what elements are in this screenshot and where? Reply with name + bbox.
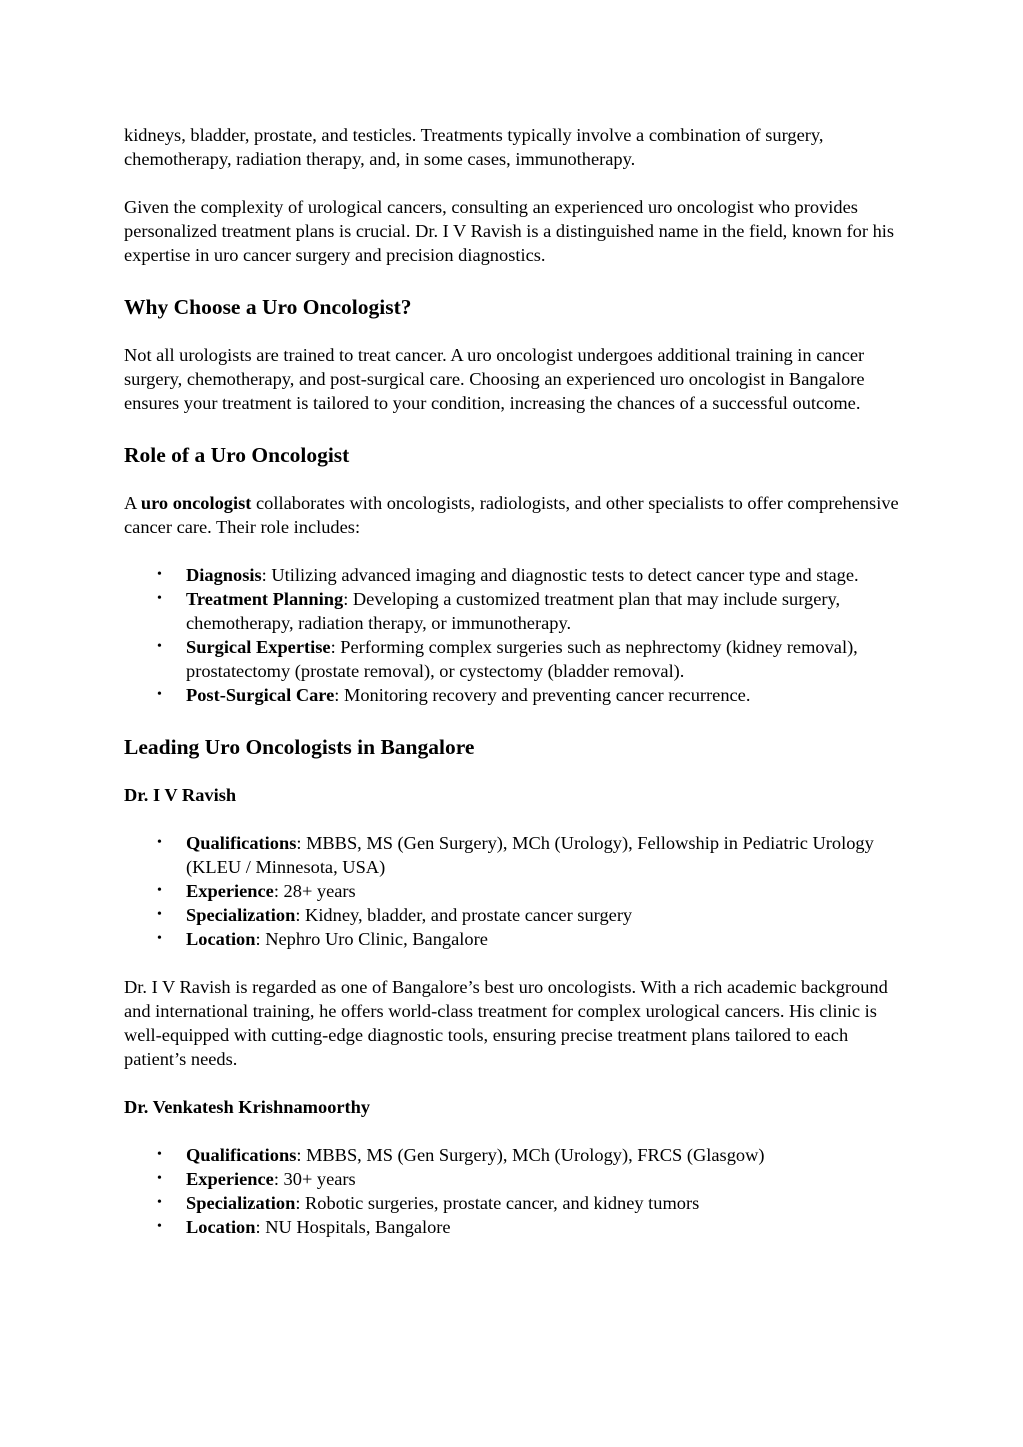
list-item-text: : Kidney, bladder, and prostate cancer surgery xyxy=(295,905,633,925)
list-item-text: : Performing complex surgeries such as nephrectomy (kidney removal), prostatectomy (prostate removal), or cystectomy (bladder removal). xyxy=(186,637,858,681)
list-item-text: : MBBS, MS (Gen Surgery), MCh (Urology), FRCS (Glasgow) xyxy=(296,1145,765,1165)
list-item xyxy=(124,1215,914,1239)
list-item-text: : Monitoring recovery and preventing cancer recurrence. xyxy=(334,685,751,705)
list-item xyxy=(124,563,914,587)
list-item-text: : Developing a customized treatment plan that may include surgery, chemotherapy, radiation therapy, or immunotherapy. xyxy=(186,589,841,633)
list-item-term: Experience xyxy=(186,1169,274,1189)
list-item xyxy=(124,927,914,951)
bullet-icon: • xyxy=(157,1219,162,1234)
list-item xyxy=(124,1167,914,1191)
list-item-term: Treatment Planning xyxy=(186,589,344,609)
list-item-term: Specialization xyxy=(186,1193,296,1213)
list-item-term: Location xyxy=(186,929,256,949)
list-item-term: Qualifications xyxy=(186,1145,297,1165)
list-item-term: Location xyxy=(186,1217,256,1237)
bullet-icon: • xyxy=(157,639,162,654)
list-item-text: : Robotic surgeries, prostate cancer, and kidney tumors xyxy=(295,1193,700,1213)
list-item xyxy=(124,635,914,683)
bullet-icon: • xyxy=(157,591,162,606)
list-item-text: : Utilizing advanced imaging and diagnostic tests to detect cancer type and stage. xyxy=(261,565,859,585)
document-content xyxy=(124,123,914,1239)
intro-paragraph-1: kidneys, bladder, prostate, and testicles. Treatments typically involve a combination of surgery, chemotherapy, radiation therapy, and, in some cases, immunotherapy. xyxy=(124,125,824,169)
doctor-1-paragraph: Dr. I V Ravish is regarded as one of Bangalore’s best uro oncologists. With a rich academic background and international training, he offers world-class treatment for complex urological cancers. His clinic is well-equipped with cutting-edge diagnostic tools, ensuring precise treatment plans tailored to each patient’s needs. xyxy=(124,977,888,1069)
doctor-1-name: Dr. I V Ravish xyxy=(124,785,237,805)
list-item xyxy=(124,587,914,635)
list-item-term: Qualifications xyxy=(186,833,297,853)
list-item xyxy=(124,683,914,707)
doctor-1-list xyxy=(124,831,914,951)
leading-heading: Leading Uro Oncologists in Bangalore xyxy=(124,735,475,759)
bullet-icon: • xyxy=(157,907,162,922)
why-heading: Why Choose a Uro Oncologist? xyxy=(124,295,412,319)
list-item-term: Specialization xyxy=(186,905,296,925)
list-item-term: Surgical Expertise xyxy=(186,637,331,657)
list-item xyxy=(124,1191,914,1215)
list-item-text: : MBBS, MS (Gen Surgery), MCh (Urology), Fellowship in Pediatric Urology (KLEU / Minnesota, USA) xyxy=(186,833,874,877)
list-item-term: Experience xyxy=(186,881,274,901)
role-paragraph-suffix: collaborates with oncologists, radiologists, and other specialists to offer comprehensive cancer care. Their role includes: xyxy=(124,493,899,537)
list-item-term: Diagnosis xyxy=(186,565,262,585)
list-item xyxy=(124,879,914,903)
why-paragraph: Not all urologists are trained to treat cancer. A uro oncologist undergoes additional training in cancer surgery, chemotherapy, and post-surgical care. Choosing an experienced uro oncologist in Bangalore ensures your treatment is tailored to your condition, increasing the chances of a successful outcome. xyxy=(124,345,865,413)
intro-paragraph-2: Given the complexity of urological cancers, consulting an experienced uro oncologist who provides personalized treatment plans is crucial. Dr. I V Ravish is a distinguished name in the field, known for his expertise in uro cancer surgery and precision diagnostics. xyxy=(124,197,895,265)
bullet-icon: • xyxy=(157,931,162,946)
list-item-text: : 30+ years xyxy=(273,1169,356,1189)
list-item-text: : NU Hospitals, Bangalore xyxy=(255,1217,451,1237)
list-item-text: : 28+ years xyxy=(273,881,356,901)
list-item xyxy=(124,903,914,927)
bullet-icon: • xyxy=(157,1147,162,1162)
role-paragraph-prefix: A xyxy=(124,493,141,513)
bullet-icon: • xyxy=(157,1171,162,1186)
list-item-text: : Nephro Uro Clinic, Bangalore xyxy=(255,929,488,949)
bullet-icon: • xyxy=(157,883,162,898)
role-paragraph-bold: uro oncologist xyxy=(140,493,252,513)
list-item xyxy=(124,1143,914,1167)
bullet-icon: • xyxy=(157,567,162,582)
doctor-2-name: Dr. Venkatesh Krishnamoorthy xyxy=(124,1097,371,1117)
bullet-icon: • xyxy=(157,1195,162,1210)
doctor-2-list xyxy=(124,1143,914,1239)
role-paragraph xyxy=(124,491,914,539)
role-list xyxy=(124,563,914,707)
role-heading: Role of a Uro Oncologist xyxy=(124,443,350,467)
list-item-term: Post-Surgical Care xyxy=(186,685,335,705)
bullet-icon: • xyxy=(157,687,162,702)
list-item xyxy=(124,831,914,879)
bullet-icon: • xyxy=(157,835,162,850)
